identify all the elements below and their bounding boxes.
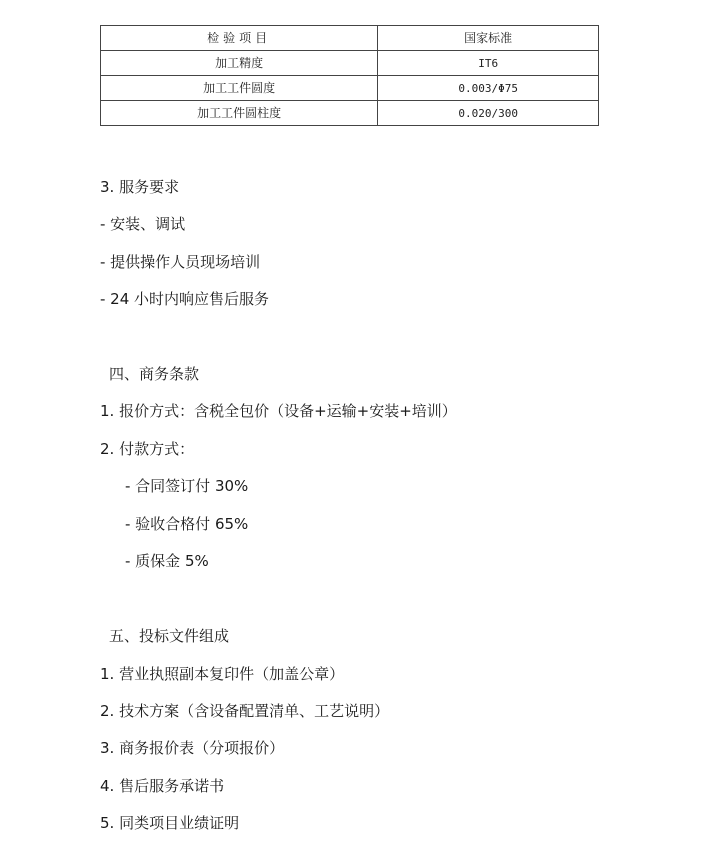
list-item: - 质保金 5% <box>125 552 209 570</box>
table-row <box>101 76 599 101</box>
list-item: 3. 商务报价表（分项报价） <box>100 739 285 757</box>
table-cell-item: 加工精度 <box>101 51 378 76</box>
quote-method: 1. 报价方式：含税全包价（设备+运输+安装+培训） <box>100 402 457 420</box>
list-item: 5. 同类项目业绩证明 <box>100 814 240 832</box>
table-cell-standard: 0.020/300 <box>378 101 599 126</box>
payment-heading: 2. 付款方式： <box>100 440 195 458</box>
table-header-cell: 国家标准 <box>378 26 599 51</box>
bid-documents-heading: 五、投标文件组成 <box>109 627 230 645</box>
table-cell-standard: 0.003/Φ75 <box>378 76 599 101</box>
table-row <box>101 101 599 126</box>
list-item: - 验收合格付 65% <box>125 515 249 533</box>
list-item: - 提供操作人员现场培训 <box>100 253 261 271</box>
table-cell-item: 加工工件圆度 <box>101 76 378 101</box>
table-header-row <box>101 26 599 51</box>
list-item: - 合同签订付 30% <box>125 477 249 495</box>
commercial-terms-heading: 四、商务条款 <box>109 365 200 383</box>
list-item: 2. 技术方案（含设备配置清单、工艺说明） <box>100 702 390 720</box>
list-item: 1. 营业执照副本复印件（加盖公章） <box>100 665 345 683</box>
table-row <box>101 51 599 76</box>
table-cell-item: 加工工件圆柱度 <box>101 101 378 126</box>
list-item: - 安装、调试 <box>100 215 186 233</box>
list-item: 4. 售后服务承诺书 <box>100 777 225 795</box>
inspection-standards-table <box>100 25 599 126</box>
table-header-cell: 检验项目 <box>101 26 378 51</box>
table-cell-standard: IT6 <box>378 51 599 76</box>
list-item: - 24 小时内响应售后服务 <box>100 290 270 308</box>
service-heading: 3. 服务要求 <box>100 178 180 196</box>
